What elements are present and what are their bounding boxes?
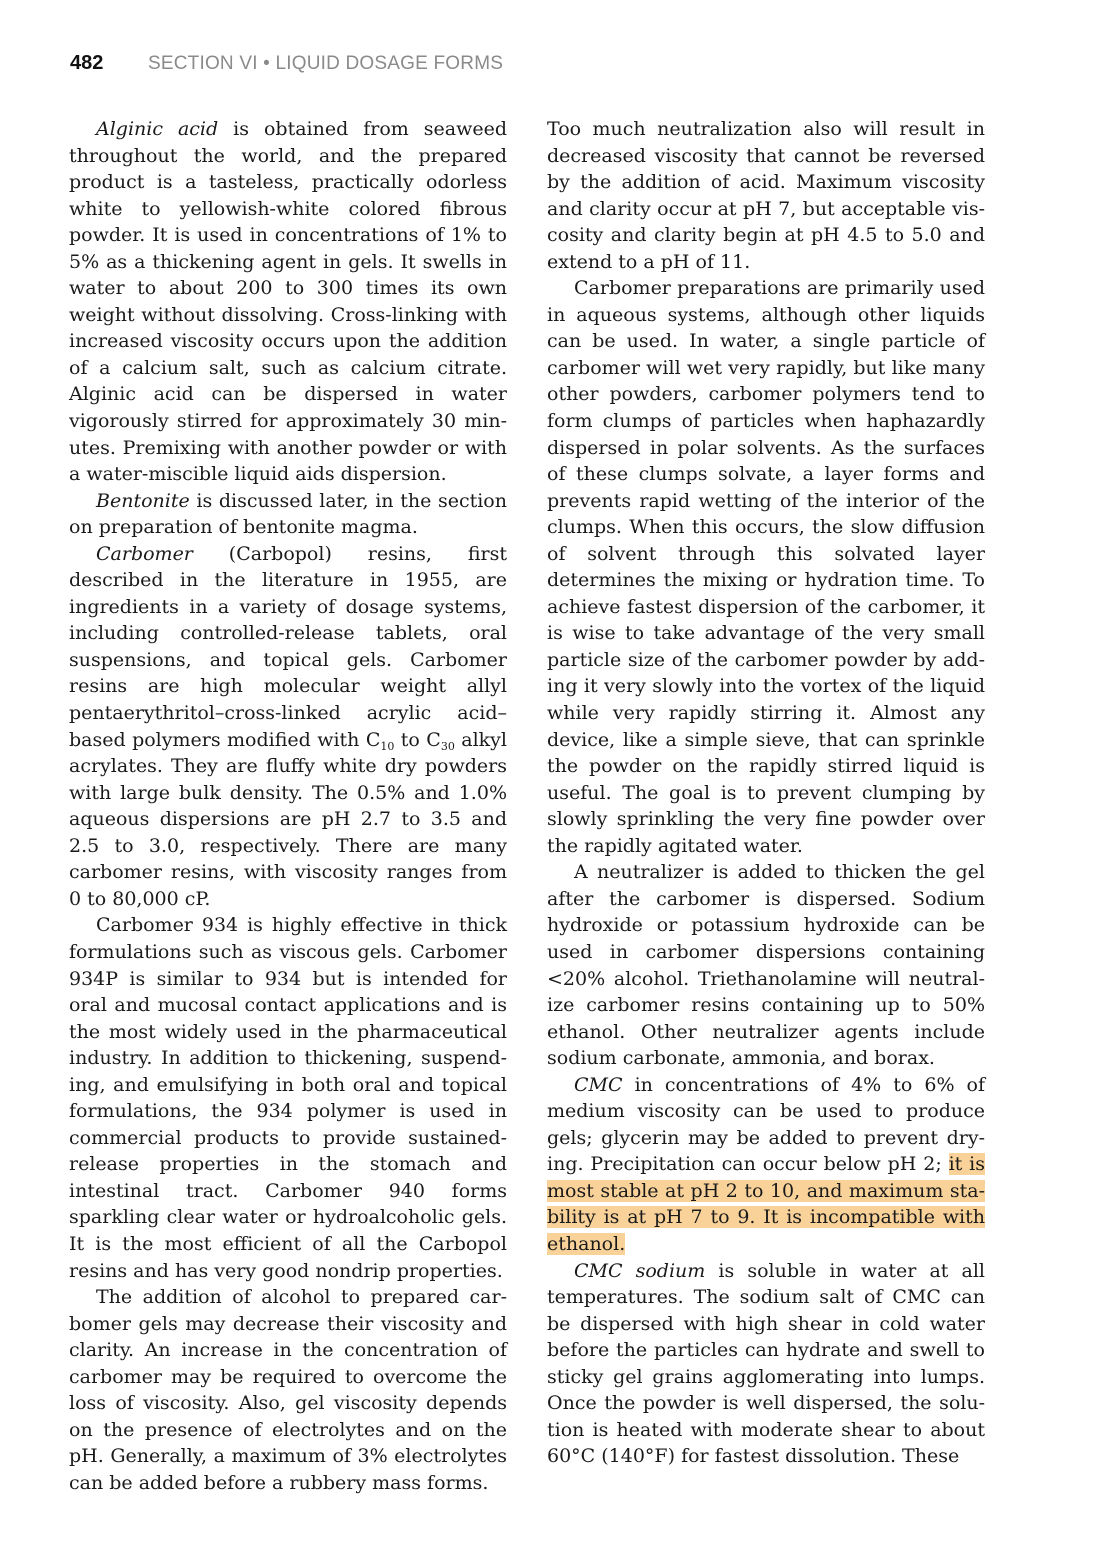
paragraph-text: alkyl acrylates. They are fluffy white dry powders with large bulk density. The 0.5% and 1.0% aqueous dispersions are pH 2.7 to 3.5 and 2.5 to 3.0, respectively. There are many carbomer resins, with viscosity ranges from 0 to 80,000 cP. (69, 728, 507, 910)
paragraph-carbomer-preparations: Carbomer preparations are primarily used in aqueous systems, although other liquids can be used. In water, a single particle of carbomer will wet very rapidly, but like many other powders, carbomer polymers tend to form clumps of particles when haphazardly dispersed in polar solvents. As the surfaces of these clumps solvate, a layer forms and prevents rapid wetting of the interior of the clumps. When this occurs, the slow diffusion of solvent through this solvated layer determines the mixing or hydration time. To achieve fastest dispersion of the carbomer, it is wise to take advantage of the very small particle size of the carbomer powder by adding it very slowly into the vortex of the liquid while very rapidly stirring it. Almost any device, like a simple sieve, that can sprinkle the powder on the rapidly stirred liquid is useful. The goal is to prevent clumping by slowly sprinkling the very fine powder over the rapidly agitated water. (547, 277, 985, 857)
term-cmc: CMC (574, 1073, 623, 1096)
right-column (547, 116, 985, 1470)
paragraph-neutralizer: A neutralizer is added to thicken the gel after the carbomer is dispersed. Sodium hydroxide or potassium hydroxide can be used in carbomer dispersions containing <20% alcohol. Triethanolamine will neutralize carbomer resins containing up to 50% ethanol. Other neutralizer agents include sodium carbonate, ammonia, and borax. (547, 861, 985, 1070)
term-alginic-acid: Alginic acid (96, 118, 219, 140)
running-head (70, 52, 503, 78)
paragraph-neutralization: Too much neutralization also will result in decreased viscosity that cannot be reversed by the addition of acid. Maximum viscosity and clarity occur at pH 7, but acceptable viscosity and clarity begin at pH 4.5 to 5.0 and extend to a pH of 11. (547, 118, 985, 273)
term-bentonite: Bentonite (96, 489, 190, 512)
paragraph-bentonite (69, 488, 507, 541)
paragraph-text: is soluble in water at all temperatures. The sodium salt of CMC can be dispersed with high shear in cold water before the particles can hydrate and swell to sticky gel grains agglomerating into lumps. Once the powder is well dispersed, the solution is heated with moderate shear to about 60°C (140°F) for fastest dissolution. These (547, 1259, 985, 1468)
paragraph-alginic-acid (69, 116, 507, 488)
paragraph-cmc (547, 1072, 985, 1258)
term-cmc-sodium: CMC sodium (574, 1259, 706, 1282)
paragraph-carbomer (69, 541, 507, 913)
section-title: SECTION VI • LIQUID DOSAGE FORMS (148, 53, 504, 74)
paragraph-text: is discussed later, in the section on preparation of bentonite magma. (69, 489, 507, 539)
paragraph-alcohol-addition: The addition of alcohol to prepared carbomer gels may decrease their viscosity and clarity. An increase in the concentration of carbomer may be required to overcome the loss of viscosity. Also, gel viscosity depends on the presence of electrolytes and on the pH. Generally, a maximum of 3% electrolytes can be added before a rubbery mass forms. (69, 1286, 507, 1494)
subscript-30: 30 (440, 739, 455, 753)
paragraph-cmc-sodium (547, 1258, 985, 1470)
left-column (69, 116, 507, 1496)
subscript-10: 10 (380, 739, 395, 753)
paragraph-text: to C (394, 728, 441, 751)
paragraph-text: is obtained from seaweed throughout the world, and the prepared product is a tasteless, practically odorless white to yellowish-white colored fibrous powder. It is used in concentrations of 1% to 5% as a thickening agent in gels. It swells in water to about 200 to 300 times its own weight without dissolving. Cross-linking with increased viscosity occurs upon the addition of a calcium salt, such as calcium citrate. Alginic acid can be dispersed in water vigorously stirred for approximately 30 minutes. Premixing with another powder or with a water-miscible liquid aids dispersion. (69, 118, 508, 486)
highlighted-text: it is most stable at pH 2 to 10, and maximum stability is at pH 7 to 9. It is incompatible with ethanol. (547, 1153, 985, 1255)
term-carbomer: Carbomer (96, 542, 193, 565)
page-number: 482 (70, 52, 104, 74)
paragraph-text: in concentrations of 4% to 6% of medium viscosity can be used to produce gels; glycerin may be added to prevent drying. Precipitation can occur below pH 2; (547, 1073, 985, 1176)
paragraph-text: (Carbopol) resins, first described in the literature in 1955, are ingredients in a variety of dosage systems, including controlled-release tablets, oral suspensions, and topical gels. Carbomer resins are high molecular weight allyl pentaerythritol–cross-linked acrylic acid–based polymers modified with C (69, 542, 507, 751)
paragraph-carbomer-934: Carbomer 934 is highly effective in thick formulations such as viscous gels. Carbomer 934P is similar to 934 but is intended for oral and mucosal contact applications and is the most widely used in the pharmaceutical industry. In addition to thickening, suspending, and emulsifying in both oral and topical formulations, the 934 polymer is used in commercial products to provide sustained-release properties in the stomach and intestinal tract. Carbomer 940 forms sparkling clear water or hydroalcoholic gels. It is the most efficient of all the Carbopol resins and has very good nondrip properties. (69, 914, 507, 1282)
